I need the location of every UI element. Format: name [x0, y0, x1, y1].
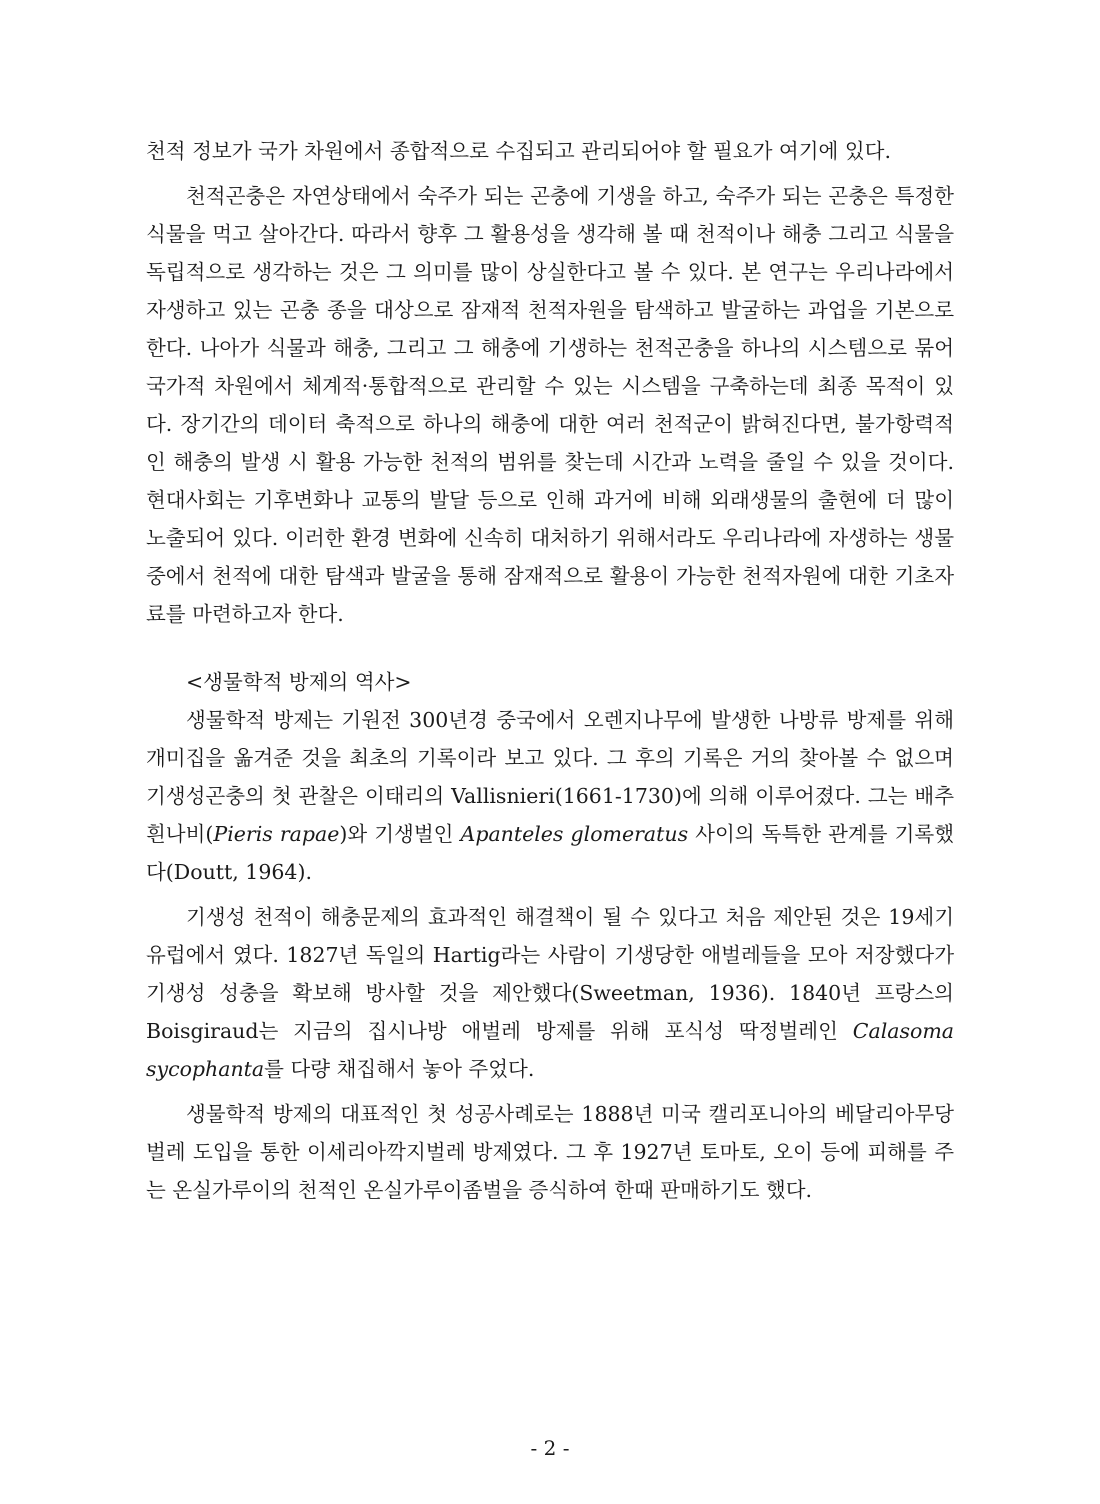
page-body: [146, 132, 954, 1216]
text-segment: 생물학적 방제의 대표적인 첫 성공사례로는 1888년 미국 캘리포니아의 베달리아무당벌레 도입을 통한 이세리아깍지벌레 방제였다. 그 후 1927년 토마토, 오이 등에 피해를 주는 온실가루이의 천적인 온실가루이좀벌을 증식하여 한때 판매하기도 했다.: [146, 1102, 954, 1202]
section-heading: <생물학적 방제의 역사>: [186, 670, 412, 694]
text-segment: 기생성 천적이 해충문제의 효과적인 해결책이 될 수 있다고 처음 제안된 것은 19세기 유럽에서 였다. 1827년 독일의 Hartig라는 사람이 기생당한 애벌레들을 모아 저장했다가 기생성 성충을 확보해 방사할 것을 제안했다(Sweetman, 1936). 1840년 프랑스의 Boisgiraud는 지금의 집시나방 애벌레 방제를 위해 포식성 딱정벌레인: [146, 905, 954, 1043]
species-name-italic: Calasoma sycophanta: [146, 1019, 954, 1081]
paragraph-natural-enemy-purpose: [146, 177, 954, 633]
species-name-italic: Pieris rapae: [213, 822, 340, 846]
paragraph-history-origin: [146, 701, 954, 891]
text-segment: )와 기생벌인: [339, 822, 461, 846]
text-segment: 천적곤충은 자연상태에서 숙주가 되는 곤충에 기생을 하고, 숙주가 되는 곤충은 특정한 식물을 먹고 살아간다. 따라서 향후 그 활용성을 생각해 볼 때 천적이나 해충 그리고 식물을 독립적으로 생각하는 것은 그 의미를 많이 상실한다고 볼 수 있다. 본 연구는 우리나라에서 자생하고 있는 곤충 종을 대상으로 잠재적 천적자원을 탐색하고 발굴하는 과업을 기본으로 한다. 나아가 식물과 해충, 그리고 그 해충에 기생하는 천적곤충을 하나의 시스템으로 묶어 국가적 차원에서 체계적·통합적으로 관리할 수 있는 시스템을 구축하는데 최종 목적이 있다. 장기간의 데이터 축적으로 하나의 해충에 대한 여러 천적군이 밝혀진다면, 불가항력적인 해충의 발생 시 활용 가능한 천적의 범위를 찾는데 시간과 노력을 줄일 수 있을 것이다. 현대사회는 기후변화나 교통의 발달 등으로 인해 과거에 비해 외래생물의 출현에 더 많이 노출되어 있다. 이러한 환경 변화에 신속히 대처하기 위해서라도 우리나라에 자생하는 생물 중에서 천적에 대한 탐색과 발굴을 통해 잠재적으로 활용이 가능한 천적자원에 대한 기초자료를 마련하고자 한다.: [146, 184, 954, 626]
text-segment: 생물학적 방제는 기원전 300년경 중국에서 오렌지나무에 발생한 나방류 방제를 위해 개미집을 옮겨준 것을 최초의 기록이라 보고 있다. 그 후의 기록은 거의 찾아볼 수 없으며 기생성곤충의 첫 관찰은 이태리의 Vallisnieri(1661-1730)에 의해 이루어졌다. 그는 배추흰나비(: [146, 708, 954, 846]
species-name-italic: Apanteles glomeratus: [460, 822, 689, 846]
text-segment: 를 다량 채집해서 놓아 주었다.: [264, 1057, 535, 1081]
paragraph-history-europe: [146, 898, 954, 1088]
page-number: - 2 -: [530, 1436, 570, 1460]
text-segment: 사이의 독특한 관계를 기록했다(Doutt, 1964).: [146, 822, 955, 884]
paragraph-history-first-success: [146, 1095, 954, 1209]
text-segment: 천적 정보가 국가 차원에서 종합적으로 수집되고 관리되어야 할 필요가 여기에 있다.: [146, 139, 891, 163]
paragraph-intro-continuation: [146, 132, 954, 170]
